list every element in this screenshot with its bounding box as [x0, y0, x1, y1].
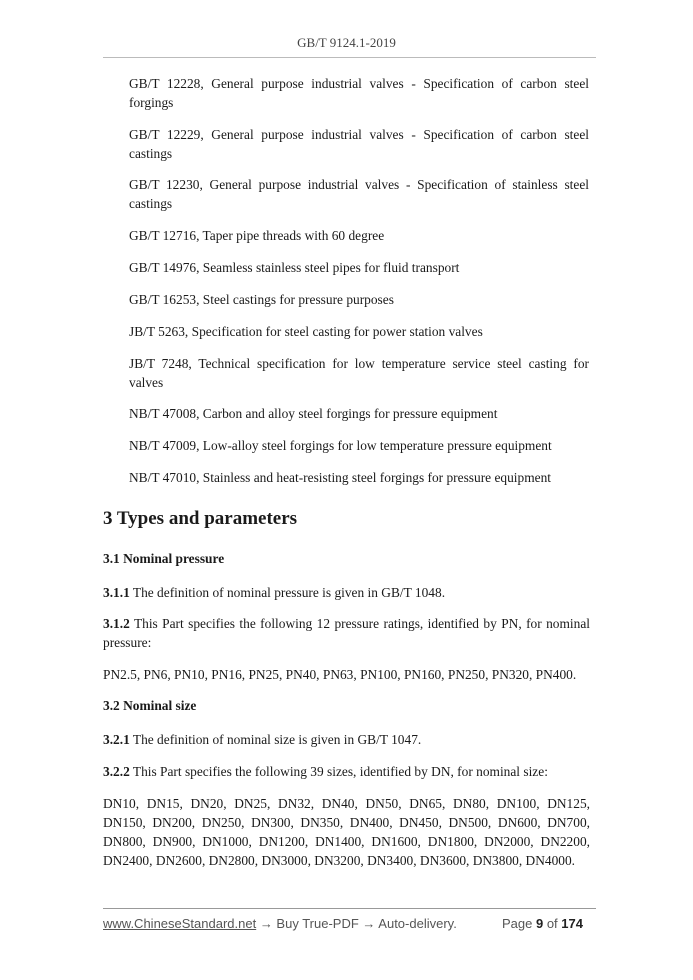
clause-number: 3.2.2 [103, 764, 130, 779]
section-title: 3 Types and parameters [103, 508, 298, 529]
pn-list: PN2.5, PN6, PN10, PN16, PN25, PN40, PN63, PN100, PN160, PN250, PN320, PN400. [103, 667, 577, 682]
page-of: of [546, 916, 558, 931]
footer-rule [103, 908, 596, 909]
clause-3-1-2 [103, 614, 590, 652]
page-total: 174 [561, 916, 583, 931]
page-number [502, 916, 583, 931]
reference-item: JB/T 5263, Specification for steel casting for power station valves [129, 324, 483, 339]
clause-number: 3.1.1 [103, 585, 130, 600]
promo-text: → Buy True-PDF → Auto-delivery. [256, 916, 457, 931]
reference-item: JB/T 7248, Technical specification for low temperature service steel casting for valves [129, 356, 589, 390]
clause-number: 3.2.1 [103, 732, 130, 747]
page-header: GB/T 9124.1-2019 [297, 35, 396, 50]
reference-item: GB/T 12228, General purpose industrial valves - Specification of carbon steel forgings [129, 76, 589, 110]
site-link[interactable]: www.ChineseStandard.net [103, 916, 257, 931]
clause-text: This Part specifies the following 39 sizes, identified by DN, for nominal size: [129, 764, 548, 779]
clause-text: The definition of nominal size is given in GB/T 1047. [129, 732, 422, 747]
reference-item: GB/T 14976, Seamless stainless steel pipes for fluid transport [129, 260, 460, 275]
clause-3-2-1 [103, 730, 590, 749]
clause-text: The definition of nominal pressure is given in GB/T 1048. [129, 585, 446, 600]
reference-item: GB/T 16253, Steel castings for pressure purposes [129, 292, 394, 307]
page-label: Page [501, 916, 533, 931]
clause-text: This Part specifies the following 12 pressure ratings, identified by PN, for nominal pressure: [103, 616, 590, 650]
clause-3-2-2 [103, 762, 590, 781]
footer-promo [103, 916, 457, 931]
reference-item: NB/T 47008, Carbon and alloy steel forgings for pressure equipment [129, 406, 498, 421]
reference-item: NB/T 47010, Stainless and heat-resisting steel forgings for pressure equipment [129, 470, 551, 485]
clause-3-1-1 [103, 583, 590, 602]
dn-list: DN10, DN15, DN20, DN25, DN32, DN40, DN50, DN65, DN80, DN100, DN125, DN150, DN200, DN250, DN300, DN350, DN400, DN450, DN500, DN600, DN700, DN800, DN900, DN1000, DN1200, DN1400, DN1600, DN1800, DN2000, DN2200, DN2400, DN2600, DN2800, DN3000, DN3200, DN3400, DN3600, DN3800, DN4000. [103, 796, 590, 868]
reference-item: NB/T 47009, Low-alloy steel forgings for low temperature pressure equipment [129, 438, 552, 453]
subsection-title-nominal-pressure: 3.1 Nominal pressure [103, 551, 225, 566]
reference-item: GB/T 12716, Taper pipe threads with 60 degree [129, 228, 385, 243]
page-current: 9 [535, 916, 544, 931]
subsection-title-nominal-size: 3.2 Nominal size [103, 698, 197, 713]
reference-item: GB/T 12229, General purpose industrial valves - Specification of carbon steel castings [129, 127, 589, 161]
clause-number: 3.1.2 [103, 616, 130, 631]
header-rule [103, 57, 596, 58]
reference-item: GB/T 12230, General purpose industrial valves - Specification of stainless steel castings [129, 177, 589, 211]
